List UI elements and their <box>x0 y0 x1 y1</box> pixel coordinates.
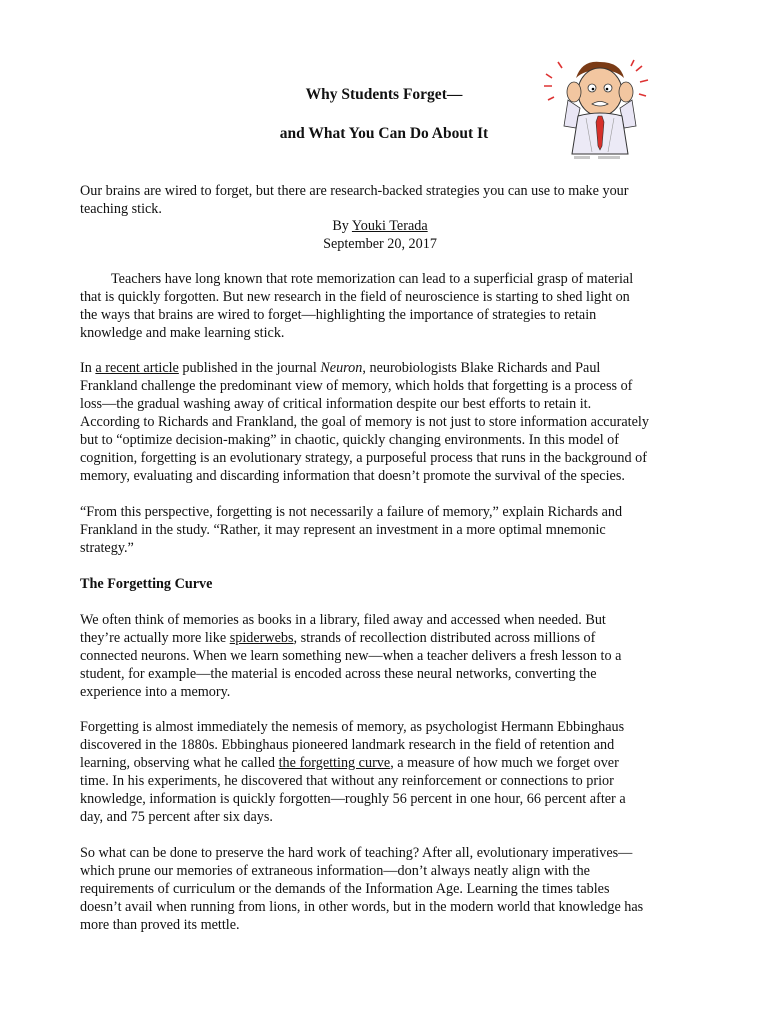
byline <box>80 217 680 235</box>
paragraph-3 <box>80 503 680 557</box>
paragraph-line: knowledge and make learning stick. <box>80 325 285 341</box>
paragraph-line: Frankland challenge the predominant view of memory, which holds that forgetting is a process of <box>80 378 633 394</box>
text-fragment: , a measure of how much we forget over <box>390 755 619 771</box>
paragraph-line: knowledge, information is quickly forgotten—roughly 56 percent in one hour, 66 percent after a <box>80 791 626 807</box>
text-fragment: published in the journal <box>178 360 321 376</box>
paragraph-line: which prune our memories of extraneous information—don’t always neatly align with the <box>80 863 590 879</box>
paragraph-line: the ways that brains are wired to forget—highlighting the importance of strategies to retain <box>80 307 597 323</box>
text-fragment: , neurobiologists Blake Richards and Paul <box>362 360 601 376</box>
text-fragment: , strands of recollection distributed across millions of <box>293 630 596 646</box>
forgetting-curve-link[interactable]: the forgetting curve <box>278 755 391 771</box>
paragraph-4 <box>80 611 680 701</box>
paragraph-line: connected neurons. When we learn something new—when a teacher delivers a fresh lesson to a <box>80 648 622 664</box>
paragraph-5 <box>80 718 680 826</box>
paragraph-line: We often think of memories as books in a library, filed away and accessed when needed. But <box>80 612 606 628</box>
spiderwebs-link[interactable]: spiderwebs <box>229 630 294 646</box>
recent-article-link[interactable]: a recent article <box>95 360 179 376</box>
title-line-2: and What You Can Do About It <box>279 125 489 142</box>
paragraph-line: Forgetting is almost immediately the nemesis of memory, as psychologist Hermann Ebbinghaus <box>80 719 625 735</box>
title-line-1: Why Students Forget— <box>305 86 463 103</box>
intro-line: Our brains are wired to forget, but there are research-backed strategies you can use to make your <box>80 183 629 199</box>
paragraph-line: memory, evaluating and discarding information that doesn’t promote the survival of the species. <box>80 468 625 484</box>
paragraph-line <box>80 629 680 647</box>
intro-line: teaching stick. <box>80 201 162 217</box>
paragraph-line: discovered in the 1880s. Ebbinghaus pioneered landmark research in the field of retention and <box>80 737 615 753</box>
paragraph-line: student, for example—the material is encoded across these neural networks, converting the <box>80 666 597 682</box>
paragraph-line: requirements of curriculum or the demands of the Information Age. Learning the times tables <box>80 881 610 897</box>
paragraph-2 <box>80 359 680 485</box>
section-heading: The Forgetting Curve <box>80 576 213 592</box>
paragraph-1 <box>80 270 680 342</box>
intro-paragraph <box>80 182 680 218</box>
text-fragment: In <box>80 360 96 376</box>
paragraph-line: day, and 75 percent after six days. <box>80 809 273 825</box>
text-fragment: learning, observing what he called <box>80 755 279 771</box>
paragraph-line: So what can be done to preserve the hard work of teaching? After all, evolutionary imperatives— <box>80 845 633 861</box>
paragraph-line: time. In his experiments, he discovered that without any reinforcement or connections to prior <box>80 773 614 789</box>
paragraph-line: more than proved its mettle. <box>80 917 240 933</box>
paragraph-line: doesn’t avail when running from lions, in other words, but in the modern world that knowledge has <box>80 899 644 915</box>
journal-name: Neuron <box>320 360 363 376</box>
publish-date: September 20, 2017 <box>323 236 437 252</box>
text-fragment: they’re actually more like <box>80 630 230 646</box>
paragraph-line: loss—the gradual washing away of critical information despite our best efforts to retain it. <box>80 396 592 412</box>
paragraph-line: Frankland in the study. “Rather, it may represent an investment in a more optimal mnemonic <box>80 522 606 538</box>
paragraph-line: According to Richards and Frankland, the goal of memory is not just to store information accurately <box>80 414 649 430</box>
stressed-man-cartoon-illustration <box>538 56 658 168</box>
paragraph-line: strategy.” <box>80 540 134 556</box>
paragraph-line <box>80 359 680 377</box>
paragraph-line <box>80 754 680 772</box>
paragraph-line: but to “optimize decision-making” in chaotic, quickly changing environments. In this model of <box>80 432 620 448</box>
paragraph-line: experience into a memory. <box>80 684 231 700</box>
author-link[interactable]: Youki Terada <box>351 218 428 234</box>
paragraph-line: Teachers have long known that rote memorization can lead to a superficial grasp of material <box>111 271 634 287</box>
paragraph-6 <box>80 844 680 934</box>
paragraph-line: cognition, forgetting is an evolutionary strategy, a purposeful process that runs in the background of <box>80 450 647 466</box>
paragraph-line: “From this perspective, forgetting is not necessarily a failure of memory,” explain Richards and <box>80 504 623 520</box>
paragraph-line: that is quickly forgotten. But new research in the field of neuroscience is starting to shed light on <box>80 289 630 305</box>
byline-prefix: By <box>332 218 352 234</box>
